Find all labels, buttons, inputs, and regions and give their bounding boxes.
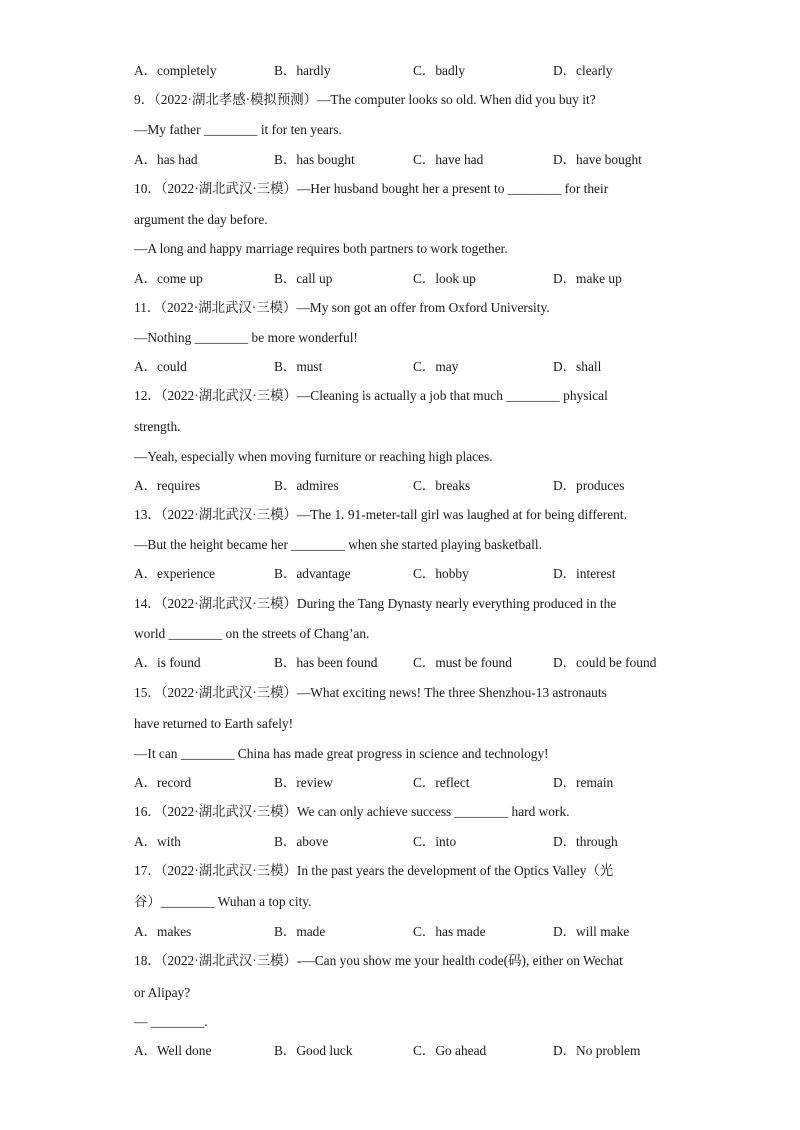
answer-option-c: C．breaks — [413, 478, 471, 493]
answer-option-d: D．remain — [553, 775, 614, 790]
question-line: world ________ on the streets of Chang’an. — [134, 626, 370, 641]
answer-option-a: A．experience — [134, 566, 216, 581]
answer-option-b: B．has bought — [274, 152, 355, 167]
answer-option-c: C．have had — [413, 152, 484, 167]
question-line: or Alipay? — [134, 985, 191, 1000]
question-line: 15．（2022·湖北武汉·三模）—What exciting news! The three Shenzhou-13 astronauts — [134, 685, 607, 700]
question-line: 17．（2022·湖北武汉·三模）In the past years the development of the Optics Valley（光 — [134, 863, 614, 878]
answer-option-d: D．through — [553, 834, 618, 849]
question-line: 谷）________ Wuhan a top city. — [134, 894, 312, 909]
answer-option-c: C．has made — [413, 924, 486, 939]
answer-option-c: C．hobby — [413, 566, 469, 581]
answer-option-b: B．above — [274, 834, 329, 849]
answer-option-a: A．has had — [134, 152, 198, 167]
question-line: —It can ________ China has made great progress in science and technology! — [134, 746, 549, 761]
question-line: —But the height became her ________ when she started playing basketball. — [134, 537, 542, 552]
answer-option-a: A．Well done — [134, 1043, 212, 1058]
question-line: —Nothing ________ be more wonderful! — [134, 330, 358, 345]
answer-option-b: B．has been found — [274, 655, 378, 670]
answer-option-a: A．makes — [134, 924, 192, 939]
answer-option-d: D．clearly — [553, 63, 613, 78]
answer-option-b: B．made — [274, 924, 326, 939]
question-line: argument the day before. — [134, 212, 268, 227]
question-line: 16．（2022·湖北武汉·三模）We can only achieve success ________ hard work. — [134, 804, 570, 819]
answer-option-a: A．record — [134, 775, 192, 790]
answer-option-a: A．completely — [134, 63, 217, 78]
question-line: 13．（2022·湖北武汉·三模）—The 1. 91-meter-tall girl was laughed at for being different. — [134, 507, 627, 522]
question-line: — ________. — [134, 1014, 208, 1029]
answer-option-b: B．advantage — [274, 566, 351, 581]
answer-option-b: B．must — [274, 359, 323, 374]
answer-option-c: C．look up — [413, 271, 476, 286]
answer-option-d: D．shall — [553, 359, 602, 374]
answer-option-d: D．interest — [553, 566, 616, 581]
answer-option-c: C．reflect — [413, 775, 470, 790]
answer-option-c: C．Go ahead — [413, 1043, 487, 1058]
question-line: —My father ________ it for ten years. — [134, 122, 342, 137]
answer-option-b: B．review — [274, 775, 333, 790]
answer-option-a: A．could — [134, 359, 187, 374]
answer-option-d: D．will make — [553, 924, 630, 939]
question-line: 11．（2022·湖北武汉·三模）—My son got an offer from Oxford University. — [134, 300, 550, 315]
answer-option-d: D．produces — [553, 478, 625, 493]
question-line: 12．（2022·湖北武汉·三模）—Cleaning is actually a job that much ________ physical — [134, 388, 608, 403]
answer-option-c: C．must be found — [413, 655, 512, 670]
question-line: 14．（2022·湖北武汉·三模）During the Tang Dynasty nearly everything produced in the — [134, 596, 617, 611]
answer-option-a: A．is found — [134, 655, 201, 670]
question-line: —A long and happy marriage requires both partners to work together. — [134, 241, 508, 256]
answer-option-d: D．make up — [553, 271, 622, 286]
answer-option-b: B．Good luck — [274, 1043, 353, 1058]
answer-option-a: A．requires — [134, 478, 201, 493]
answer-option-d: D．No problem — [553, 1043, 641, 1058]
answer-option-b: B．hardly — [274, 63, 331, 78]
answer-option-c: C．into — [413, 834, 457, 849]
question-line: 18．（2022·湖北武汉·三模）-—Can you show me your health code(码), either on Wechat — [134, 953, 623, 968]
answer-option-c: C．may — [413, 359, 459, 374]
question-line: —Yeah, especially when moving furniture or reaching high places. — [134, 449, 493, 464]
answer-option-c: C．badly — [413, 63, 466, 78]
question-line: 9．（2022·湖北孝感·模拟预测）—The computer looks so old. When did you buy it? — [134, 92, 596, 107]
answer-option-d: D．could be found — [553, 655, 657, 670]
answer-option-b: B．admires — [274, 478, 339, 493]
question-line: strength. — [134, 419, 181, 434]
answer-option-a: A．come up — [134, 271, 203, 286]
question-line: 10．（2022·湖北武汉·三模）—Her husband bought her a present to ________ for their — [134, 181, 609, 196]
answer-option-a: A．with — [134, 834, 181, 849]
question-line: have returned to Earth safely! — [134, 716, 294, 731]
answer-option-d: D．have bought — [553, 152, 642, 167]
answer-option-b: B．call up — [274, 271, 333, 286]
